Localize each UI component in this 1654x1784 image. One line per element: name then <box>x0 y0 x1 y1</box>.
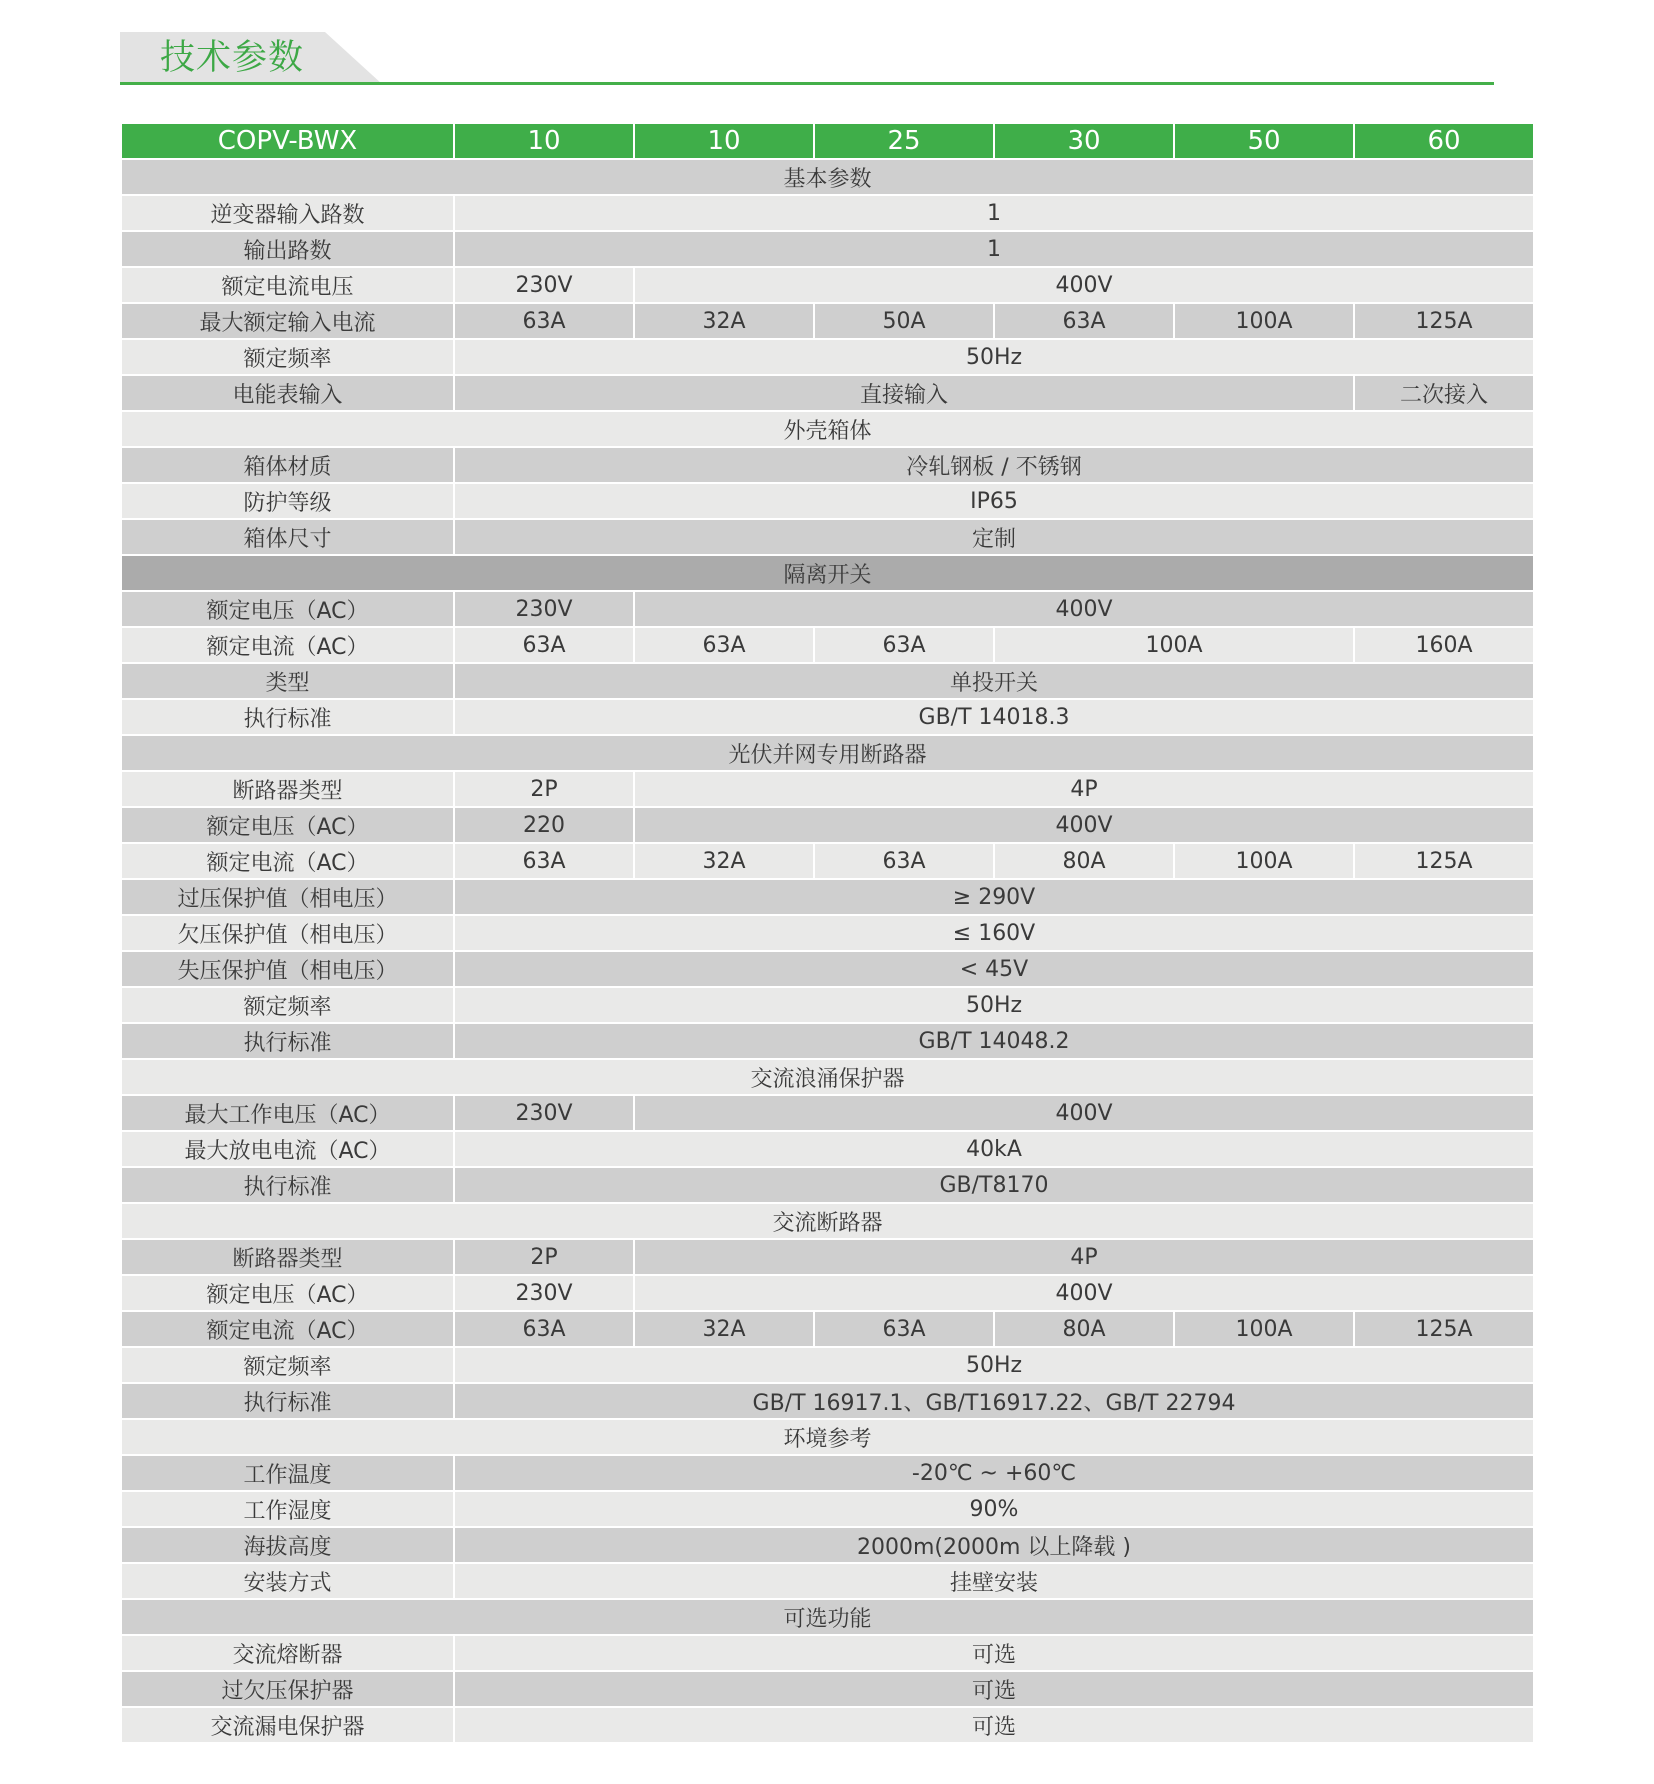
table-row <box>122 484 1533 520</box>
section-row <box>122 412 1533 448</box>
table-row <box>122 268 1533 304</box>
row-value: 63A <box>813 1312 993 1348</box>
table-row <box>122 448 1533 484</box>
table-row <box>122 844 1533 880</box>
table-row <box>122 1384 1533 1420</box>
row-label: 执行标准 <box>122 1384 453 1420</box>
row-value: 50A <box>813 304 993 340</box>
row-value: 100A <box>1173 844 1353 880</box>
row-label: 执行标准 <box>122 1168 453 1204</box>
table-row <box>122 1348 1533 1384</box>
row-value: GB/T 16917.1、GB/T16917.22、GB/T 22794 <box>453 1384 1533 1420</box>
row-value: ≤ 160V <box>453 916 1533 952</box>
row-value: 90% <box>453 1492 1533 1528</box>
table-row <box>122 1024 1533 1060</box>
section-title: 交流浪涌保护器 <box>122 1060 1533 1096</box>
row-label: 电能表输入 <box>122 376 453 412</box>
row-value: 50Hz <box>453 1348 1533 1384</box>
table-row <box>122 1456 1533 1492</box>
table-row <box>122 1132 1533 1168</box>
row-value: 63A <box>813 844 993 880</box>
table-row <box>122 1528 1533 1564</box>
row-value: 230V <box>453 592 633 628</box>
table-row <box>122 1240 1533 1276</box>
row-value: 400V <box>633 808 1533 844</box>
row-label: 箱体尺寸 <box>122 520 453 556</box>
row-value: 32A <box>633 1312 813 1348</box>
row-label: 防护等级 <box>122 484 453 520</box>
section-row <box>122 1600 1533 1636</box>
row-value: 4P <box>633 772 1533 808</box>
section-row <box>122 1204 1533 1240</box>
row-value: 50Hz <box>453 340 1533 376</box>
row-value: 4P <box>633 1240 1533 1276</box>
table-row <box>122 1672 1533 1708</box>
header-model-cell: 10 <box>453 124 633 160</box>
row-value: 63A <box>453 628 633 664</box>
spec-table <box>122 124 1533 1744</box>
row-value: 1 <box>453 232 1533 268</box>
row-value: 63A <box>453 304 633 340</box>
row-label: 额定频率 <box>122 988 453 1024</box>
table-row <box>122 232 1533 268</box>
row-value: 230V <box>453 1096 633 1132</box>
table-row <box>122 304 1533 340</box>
table-row <box>122 592 1533 628</box>
section-row <box>122 1060 1533 1096</box>
row-value: 400V <box>633 592 1533 628</box>
row-label: 海拔高度 <box>122 1528 453 1564</box>
header-model-cell: 25 <box>813 124 993 160</box>
table-row <box>122 952 1533 988</box>
row-label: 额定电流（AC） <box>122 628 453 664</box>
row-value: 230V <box>453 1276 633 1312</box>
row-value: 定制 <box>453 520 1533 556</box>
row-label: 欠压保护值（相电压） <box>122 916 453 952</box>
row-label: 断路器类型 <box>122 1240 453 1276</box>
row-label: 额定频率 <box>122 340 453 376</box>
row-value: 125A <box>1353 844 1533 880</box>
row-value: 220 <box>453 808 633 844</box>
row-value: 63A <box>993 304 1173 340</box>
row-label: 额定频率 <box>122 1348 453 1384</box>
row-label: 最大工作电压（AC） <box>122 1096 453 1132</box>
table-row <box>122 772 1533 808</box>
row-value: 125A <box>1353 1312 1533 1348</box>
header-model-cell: 50 <box>1173 124 1353 160</box>
row-label: 交流漏电保护器 <box>122 1708 453 1744</box>
row-label: 输出路数 <box>122 232 453 268</box>
section-title: 光伏并网专用断路器 <box>122 736 1533 772</box>
row-value: 400V <box>633 1096 1533 1132</box>
row-label: 额定电流电压 <box>122 268 453 304</box>
page-title: 技术参数 <box>160 38 305 78</box>
row-label: 箱体材质 <box>122 448 453 484</box>
row-label: 工作温度 <box>122 1456 453 1492</box>
table-row <box>122 1096 1533 1132</box>
title-underline <box>120 82 1494 85</box>
table-row <box>122 988 1533 1024</box>
row-value: 2P <box>453 1240 633 1276</box>
row-label: 额定电压（AC） <box>122 808 453 844</box>
row-label: 最大额定输入电流 <box>122 304 453 340</box>
section-title: 环境参考 <box>122 1420 1533 1456</box>
row-value: 直接输入 <box>453 376 1353 412</box>
row-value: -20℃ ~ +60℃ <box>453 1456 1533 1492</box>
row-value: 80A <box>993 844 1173 880</box>
row-value: 63A <box>453 844 633 880</box>
section-title: 基本参数 <box>122 160 1533 196</box>
row-value: 400V <box>633 268 1533 304</box>
row-value: 32A <box>633 304 813 340</box>
table-row <box>122 1564 1533 1600</box>
row-value: 230V <box>453 268 633 304</box>
row-label: 额定电压（AC） <box>122 1276 453 1312</box>
section-title: 外壳箱体 <box>122 412 1533 448</box>
table-row <box>122 196 1533 232</box>
table-row <box>122 1492 1533 1528</box>
row-label: 过欠压保护器 <box>122 1672 453 1708</box>
row-label: 类型 <box>122 664 453 700</box>
section-row <box>122 736 1533 772</box>
table-row <box>122 340 1533 376</box>
row-label: 安装方式 <box>122 1564 453 1600</box>
table-row <box>122 376 1533 412</box>
row-value: GB/T 14018.3 <box>453 700 1533 736</box>
row-label: 过压保护值（相电压） <box>122 880 453 916</box>
row-value: IP65 <box>453 484 1533 520</box>
table-row <box>122 880 1533 916</box>
row-label: 执行标准 <box>122 1024 453 1060</box>
row-label: 执行标准 <box>122 700 453 736</box>
row-value: ≥ 290V <box>453 880 1533 916</box>
header-label-cell: COPV-BWX <box>122 124 453 160</box>
header-model-cell: 10 <box>633 124 813 160</box>
header-model-cell: 30 <box>993 124 1173 160</box>
row-value: 63A <box>813 628 993 664</box>
row-value: < 45V <box>453 952 1533 988</box>
table-row <box>122 520 1533 556</box>
row-label: 断路器类型 <box>122 772 453 808</box>
row-value: 可选 <box>453 1672 1533 1708</box>
section-title: 交流断路器 <box>122 1204 1533 1240</box>
row-value: 80A <box>993 1312 1173 1348</box>
section-row <box>122 1420 1533 1456</box>
row-value: 32A <box>633 844 813 880</box>
spec-table-body <box>122 160 1533 1744</box>
row-label: 额定电流（AC） <box>122 844 453 880</box>
section-title: 可选功能 <box>122 1600 1533 1636</box>
row-value: 1 <box>453 196 1533 232</box>
table-row <box>122 1636 1533 1672</box>
row-value: 二次接入 <box>1353 376 1533 412</box>
row-value: 100A <box>1173 1312 1353 1348</box>
row-value: 100A <box>993 628 1353 664</box>
table-row <box>122 700 1533 736</box>
header-model-cell: 60 <box>1353 124 1533 160</box>
table-row <box>122 1168 1533 1204</box>
row-value: GB/T8170 <box>453 1168 1533 1204</box>
section-row <box>122 556 1533 592</box>
section-header <box>120 32 1494 88</box>
row-value: 冷轧钢板 / 不锈钢 <box>453 448 1533 484</box>
section-row <box>122 160 1533 196</box>
table-row <box>122 1276 1533 1312</box>
row-value: 挂壁安装 <box>453 1564 1533 1600</box>
row-label: 交流熔断器 <box>122 1636 453 1672</box>
row-value: 2P <box>453 772 633 808</box>
table-row <box>122 664 1533 700</box>
row-value: 可选 <box>453 1636 1533 1672</box>
row-value: 可选 <box>453 1708 1533 1744</box>
row-value: 63A <box>633 628 813 664</box>
row-value: 125A <box>1353 304 1533 340</box>
row-label: 失压保护值（相电压） <box>122 952 453 988</box>
table-row <box>122 916 1533 952</box>
row-value: 100A <box>1173 304 1353 340</box>
row-label: 最大放电电流（AC） <box>122 1132 453 1168</box>
row-value: 160A <box>1353 628 1533 664</box>
row-value: 400V <box>633 1276 1533 1312</box>
row-label: 额定电流（AC） <box>122 1312 453 1348</box>
header-row <box>122 124 1533 160</box>
row-value: 40kA <box>453 1132 1533 1168</box>
row-label: 额定电压（AC） <box>122 592 453 628</box>
row-value: GB/T 14048.2 <box>453 1024 1533 1060</box>
table-row <box>122 1708 1533 1744</box>
row-label: 工作湿度 <box>122 1492 453 1528</box>
table-row <box>122 1312 1533 1348</box>
row-value: 2000m(2000m 以上降载 ) <box>453 1528 1533 1564</box>
row-value: 单投开关 <box>453 664 1533 700</box>
table-row <box>122 628 1533 664</box>
row-value: 50Hz <box>453 988 1533 1024</box>
section-title: 隔离开关 <box>122 556 1533 592</box>
table-row <box>122 808 1533 844</box>
row-label: 逆变器输入路数 <box>122 196 453 232</box>
row-value: 63A <box>453 1312 633 1348</box>
